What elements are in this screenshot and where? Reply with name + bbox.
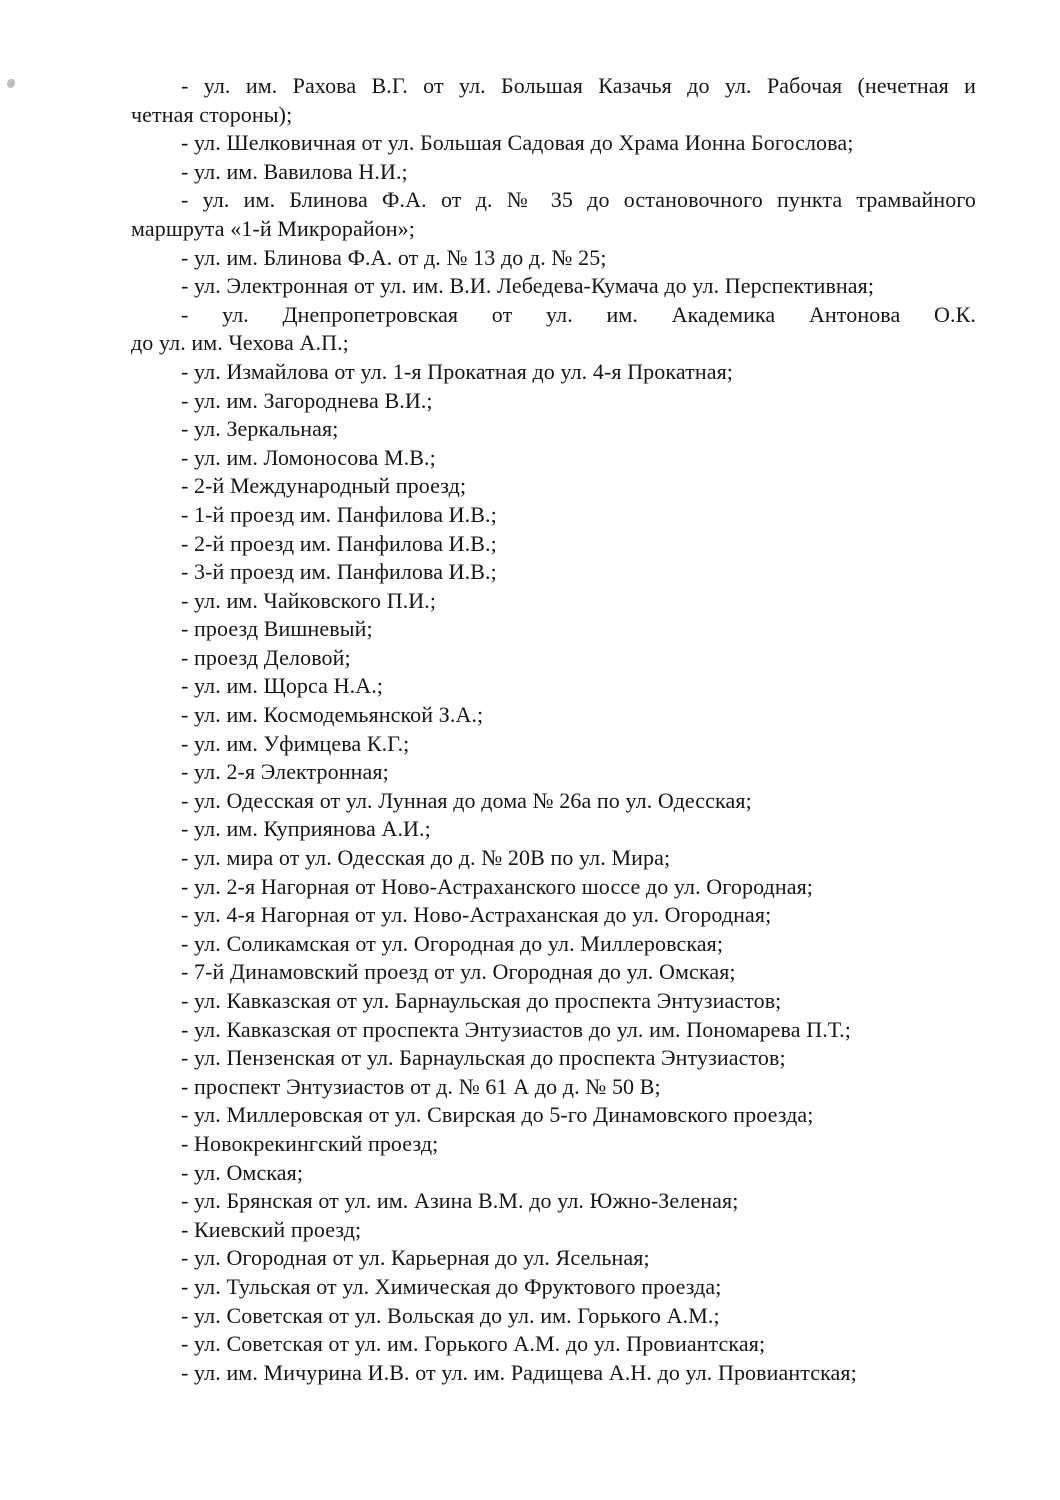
text-line: - Киевский проезд; [181, 1216, 362, 1242]
text-line: - ул. им. Космодемьянской З.А.; [181, 702, 484, 728]
text-line: - ул. им. Ломоносова М.В.; [181, 444, 436, 470]
street-list-item [131, 158, 976, 187]
street-list-item [131, 1159, 976, 1188]
street-list-item [131, 1273, 976, 1302]
street-list-item [131, 1130, 976, 1159]
street-list-item [131, 387, 976, 416]
street-list-item [131, 301, 976, 358]
street-list-item [131, 1330, 976, 1359]
text-line: - ул. им. Блинова Ф.А. от д. № 13 до д. № 25; [181, 244, 607, 270]
text-line: - ул. 2-я Нагорная от Ново-Астраханского шоссе до ул. Огородная; [181, 873, 814, 899]
street-list-item [131, 987, 976, 1016]
text-line: - ул. Днепропетровская от ул. им. Академика Антонова О.К. [181, 301, 976, 327]
street-list-item [131, 1216, 976, 1245]
text-line: до ул. им. Чехова А.П.; [131, 330, 349, 356]
street-list-item [131, 730, 976, 759]
street-list-item [131, 1359, 976, 1388]
street-list-item [131, 558, 976, 587]
text-line: - ул. им. Куприянова А.И.; [181, 816, 431, 842]
text-line: - ул. Электронная от ул. им. В.И. Лебедева-Кумача до ул. Перспективная; [181, 273, 875, 299]
street-list-item [131, 272, 976, 301]
text-line: - ул. Тульская от ул. Химическая до Фруктового проезда; [181, 1273, 722, 1299]
street-list-item [131, 129, 976, 158]
text-line: - ул. Брянская от ул. им. Азина В.М. до ул. Южно-Зеленая; [181, 1188, 739, 1214]
text-line: - ул. им. Мичурина И.В. от ул. им. Радищева А.Н. до ул. Провиантская; [181, 1359, 857, 1385]
text-line: - 3-й проезд им. Панфилова И.В.; [181, 559, 497, 585]
street-list-item [131, 501, 976, 530]
text-line: - проспект Энтузиастов от д. № 61 А до д. № 50 В; [181, 1073, 661, 1099]
text-line: - ул. Пензенская от ул. Барнаульская до проспекта Энтузиастов; [181, 1045, 786, 1071]
text-line: - 1-й проезд им. Панфилова И.В.; [181, 501, 497, 527]
street-list-item [131, 758, 976, 787]
street-list-item [131, 873, 976, 902]
street-list-item [131, 672, 976, 701]
street-list-item [131, 930, 976, 959]
street-list-item [131, 787, 976, 816]
text-line: - ул. Кавказская от ул. Барнаульская до проспекта Энтузиастов; [181, 988, 782, 1013]
text-line: - ул. им. Блинова Ф.А. от д. № 35 до остановочного пункта трамвайного [181, 187, 976, 213]
street-list-item [131, 472, 976, 501]
text-line: - ул. Советская от ул. им. Горького А.М. до ул. Провиантская; [181, 1331, 766, 1357]
street-list-item [131, 1244, 976, 1273]
street-list-item [131, 1302, 976, 1331]
scan-speck [7, 79, 15, 88]
text-line: - ул. Соликамская от ул. Огородная до ул. Миллеровская; [181, 930, 724, 956]
text-line: - ул. Одесская от ул. Лунная до дома № 26а по ул. Одесская; [181, 787, 752, 813]
text-line: - ул. Кавказская от проспекта Энтузиастов до ул. им. Пономарева П.Т.; [181, 1016, 851, 1042]
text-line: маршрута «1-й Микрорайон»; [131, 215, 415, 241]
street-list-item [131, 615, 976, 644]
street-list-item [131, 844, 976, 873]
street-list-item [131, 186, 976, 243]
text-line: - ул. Омская; [181, 1159, 304, 1185]
text-line: - 7-й Динамовский проезд от ул. Огородная до ул. Омская; [181, 959, 736, 985]
street-list-item [131, 1073, 976, 1102]
street-list-item [131, 1187, 976, 1216]
street-list-item [131, 815, 976, 844]
text-line: - ул. Измайлова от ул. 1-я Прокатная до ул. 4-я Прокатная; [181, 358, 734, 384]
text-line: - ул. им. Чайковского П.И.; [181, 587, 437, 613]
text-line: - ул. им. Рахова В.Г. от ул. Большая Казачья до ул. Рабочая (нечетная и [181, 73, 976, 98]
text-line: - ул. мира от ул. Одесская до д. № 20В по ул. Мира; [181, 845, 671, 871]
street-list-item [131, 72, 976, 129]
street-list-item [131, 530, 976, 559]
text-line: - проезд Деловой; [181, 644, 351, 670]
text-line: - Новокрекингский проезд; [181, 1130, 439, 1156]
text-line: - проезд Вишневый; [181, 616, 373, 642]
street-list-item [131, 358, 976, 387]
street-list-item [131, 444, 976, 473]
street-list-item [131, 958, 976, 987]
street-list-item [131, 1044, 976, 1073]
text-line: - ул. Огородная от ул. Карьерная до ул. Ясельная; [181, 1245, 650, 1271]
street-list-item [131, 644, 976, 673]
street-list [131, 72, 976, 1387]
text-line: - ул. 4-я Нагорная от ул. Ново-Астраханская до ул. Огородная; [181, 902, 772, 928]
text-line: - ул. 2-я Электронная; [181, 759, 389, 785]
text-line: четная стороны); [131, 101, 293, 127]
text-line: - ул. Советская от ул. Вольская до ул. им. Горького А.М.; [181, 1302, 720, 1328]
street-list-item [131, 244, 976, 273]
text-line: - ул. им. Вавилова Н.И.; [181, 158, 408, 184]
street-list-item [131, 701, 976, 730]
street-list-item [131, 1101, 976, 1130]
text-line: - ул. им. Загороднева В.И.; [181, 387, 433, 413]
text-line: - ул. Миллеровская от ул. Свирская до 5-го Динамовского проезда; [181, 1102, 814, 1128]
street-list-item [131, 901, 976, 930]
street-list-item [131, 1016, 976, 1045]
street-list-item [131, 587, 976, 616]
text-line: - ул. Зеркальная; [181, 416, 339, 442]
text-line: - ул. им. Уфимцева К.Г.; [181, 730, 410, 756]
text-line: - ул. Шелковичная от ул. Большая Садовая до Храма Ионна Богослова; [181, 130, 854, 156]
text-line: - ул. им. Щорса Н.А.; [181, 673, 384, 699]
street-list-item [131, 415, 976, 444]
text-line: - 2-й Международный проезд; [181, 473, 467, 499]
text-line: - 2-й проезд им. Панфилова И.В.; [181, 530, 497, 556]
